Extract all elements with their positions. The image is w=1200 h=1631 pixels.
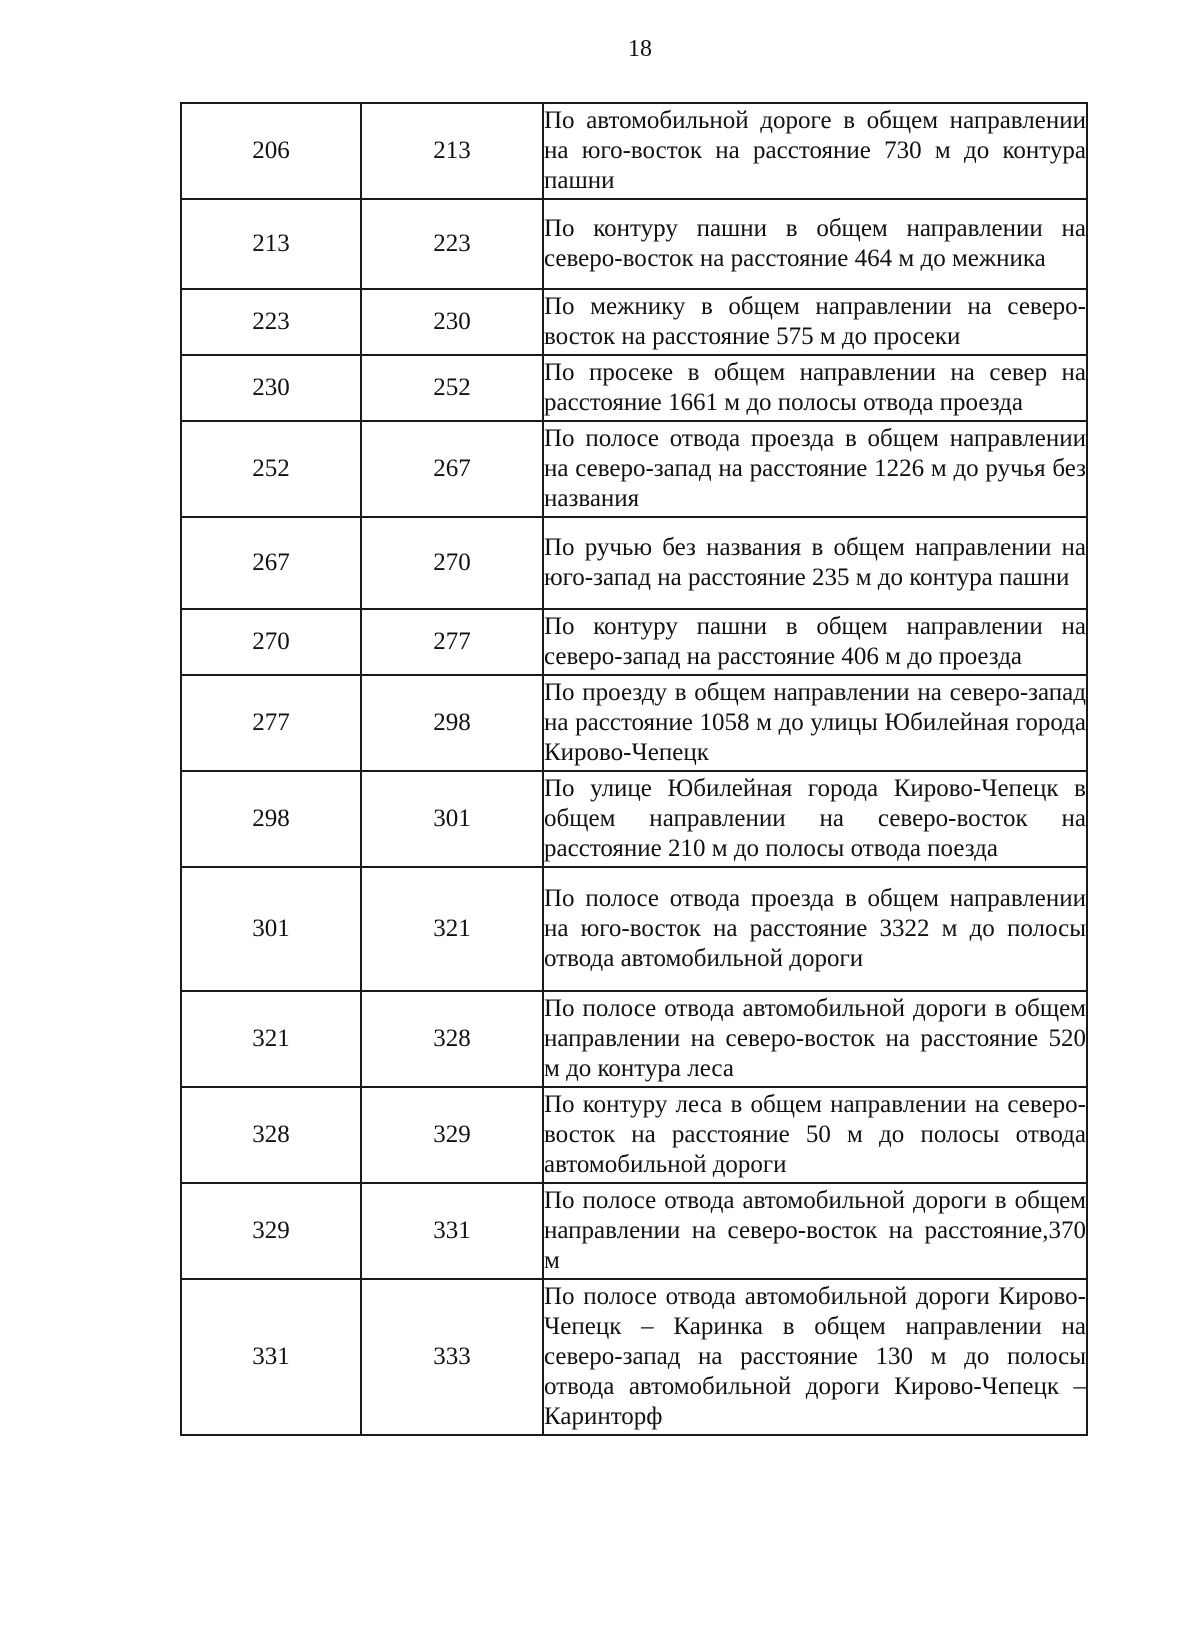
from-point-cell: 213: [181, 199, 361, 289]
to-point-cell: 333: [361, 1279, 543, 1435]
from-point-cell: 267: [181, 517, 361, 609]
description-cell: По автомобильной дороге в общем направлении на юго-восток на расстояние 730 м до контура пашни: [543, 103, 1087, 199]
to-point-cell: 252: [361, 355, 543, 421]
table-row: [181, 1279, 1087, 1435]
description-cell: По полосе отвода автомобильной дороги Кирово-Чепецк – Каринка в общем направлении на северо-запад на расстояние 130 м до полосы отвода автомобильной дороги Кирово-Чепецк – Каринторф: [543, 1279, 1087, 1435]
page-number: 18: [628, 36, 652, 62]
description-cell: По контуру пашни в общем направлении на северо-восток на расстояние 464 м до межника: [543, 199, 1087, 289]
from-point-cell: 331: [181, 1279, 361, 1435]
from-point-cell: 329: [181, 1183, 361, 1279]
table-row: [181, 289, 1087, 355]
to-point-cell: 321: [361, 867, 543, 991]
from-point-cell: 206: [181, 103, 361, 199]
to-point-cell: 230: [361, 289, 543, 355]
table-row: [181, 517, 1087, 609]
description-cell: По просеке в общем направлении на север на расстояние 1661 м до полосы отвода проезда: [543, 355, 1087, 421]
table-row: [181, 1183, 1087, 1279]
description-cell: По улице Юбилейная города Кирово-Чепецк в общем направлении на северо-восток на расстояние 210 м до полосы отвода поезда: [543, 771, 1087, 867]
from-point-cell: 277: [181, 675, 361, 771]
table-row: [181, 1087, 1087, 1183]
table-row: [181, 609, 1087, 675]
table-row: [181, 991, 1087, 1087]
from-point-cell: 301: [181, 867, 361, 991]
description-cell: По полосе отвода проезда в общем направлении на северо-запад на расстояние 1226 м до ручья без названия: [543, 421, 1087, 517]
to-point-cell: 329: [361, 1087, 543, 1183]
table-row: [181, 771, 1087, 867]
description-cell: По проезду в общем направлении на северо-запад на расстояние 1058 м до улицы Юбилейная города Кирово-Чепецк: [543, 675, 1087, 771]
from-point-cell: 252: [181, 421, 361, 517]
to-point-cell: 301: [361, 771, 543, 867]
from-point-cell: 298: [181, 771, 361, 867]
to-point-cell: 213: [361, 103, 543, 199]
table-row: [181, 103, 1087, 199]
table-body: [181, 103, 1087, 1435]
description-cell: По межнику в общем направлении на северо-восток на расстояние 575 м до просеки: [543, 289, 1087, 355]
from-point-cell: 321: [181, 991, 361, 1087]
to-point-cell: 267: [361, 421, 543, 517]
to-point-cell: 270: [361, 517, 543, 609]
from-point-cell: 223: [181, 289, 361, 355]
boundary-description-table: [180, 102, 1088, 1436]
table-row: [181, 199, 1087, 289]
table-row: [181, 675, 1087, 771]
from-point-cell: 230: [181, 355, 361, 421]
from-point-cell: 270: [181, 609, 361, 675]
to-point-cell: 331: [361, 1183, 543, 1279]
to-point-cell: 277: [361, 609, 543, 675]
to-point-cell: 223: [361, 199, 543, 289]
description-cell: По полосе отвода проезда в общем направлении на юго-восток на расстояние 3322 м до полосы отвода автомобильной дороги: [543, 867, 1087, 991]
description-cell: По ручью без названия в общем направлении на юго-запад на расстояние 235 м до контура пашни: [543, 517, 1087, 609]
to-point-cell: 298: [361, 675, 543, 771]
description-cell: По контуру леса в общем направлении на северо-восток на расстояние 50 м до полосы отвода автомобильной дороги: [543, 1087, 1087, 1183]
table-row: [181, 421, 1087, 517]
description-cell: По полосе отвода автомобильной дороги в общем направлении на северо-восток на расстояние,370 м: [543, 1183, 1087, 1279]
from-point-cell: 328: [181, 1087, 361, 1183]
table-row: [181, 867, 1087, 991]
table-row: [181, 355, 1087, 421]
to-point-cell: 328: [361, 991, 543, 1087]
description-cell: По полосе отвода автомобильной дороги в общем направлении на северо-восток на расстояние 520 м до контура леса: [543, 991, 1087, 1087]
description-cell: По контуру пашни в общем направлении на северо-запад на расстояние 406 м до проезда: [543, 609, 1087, 675]
